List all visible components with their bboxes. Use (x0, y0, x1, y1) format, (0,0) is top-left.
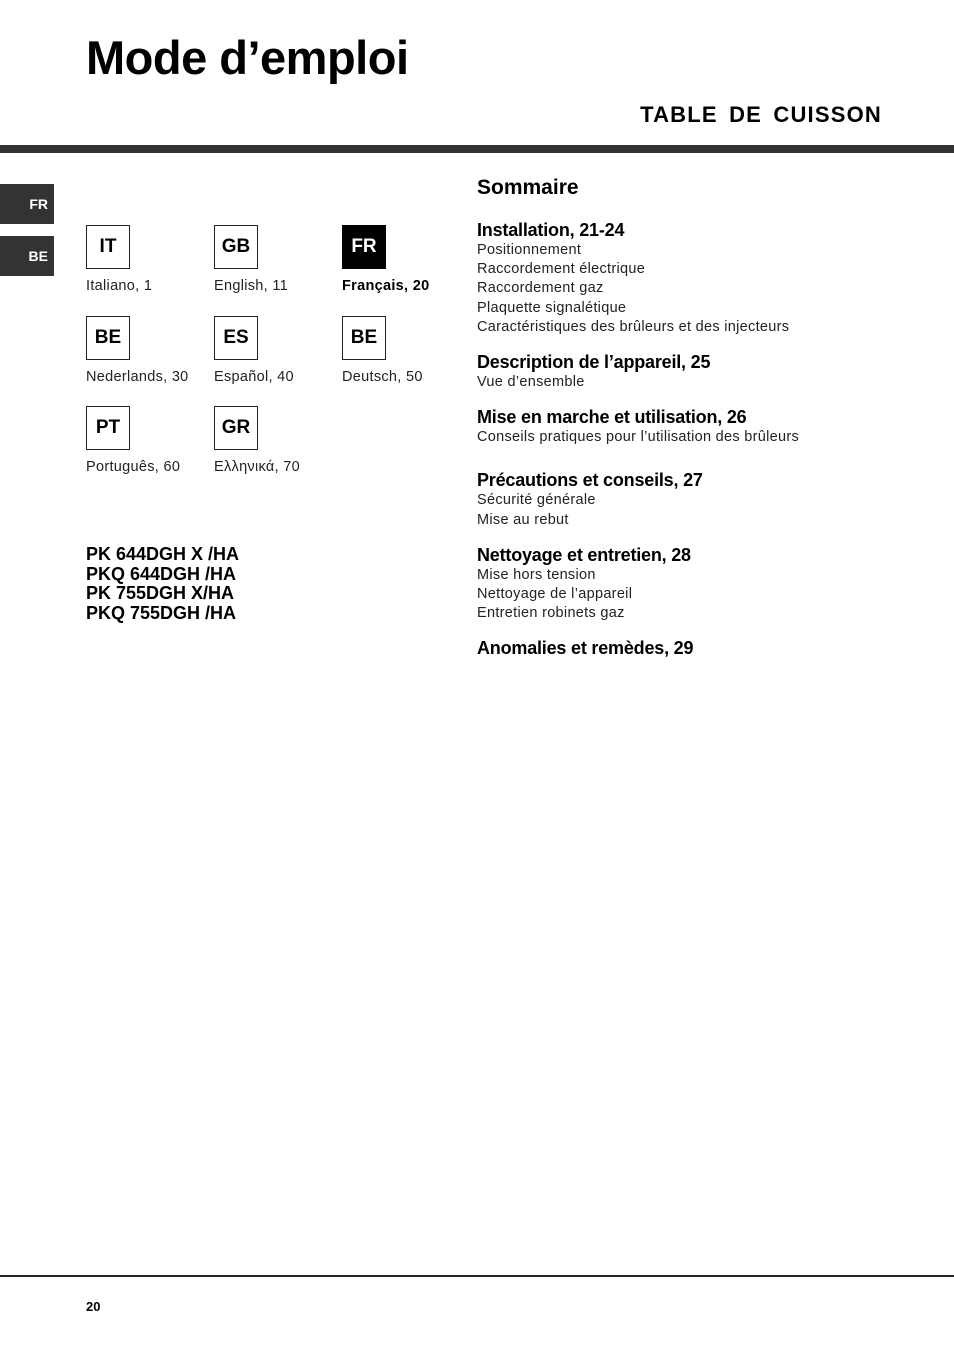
toc-section-nettoyage (477, 544, 917, 624)
language-label: Português, 60 (86, 459, 181, 475)
language-be-nl[interactable] (86, 316, 211, 385)
toc-item[interactable]: Raccordement gaz (477, 280, 604, 297)
toc-item[interactable]: Nettoyage de l’appareil (477, 586, 633, 603)
language-code-box: GR (214, 406, 258, 450)
language-pt[interactable] (86, 406, 211, 475)
page-number: 20 (86, 1299, 101, 1314)
toc-section-mise-en-marche (477, 406, 917, 447)
language-label: Italiano, 1 (86, 278, 153, 294)
language-es[interactable] (214, 316, 339, 385)
toc-section-title[interactable]: Installation, 21-24 (477, 220, 625, 240)
model-name: PK 644DGH X /HA (86, 544, 240, 564)
toc-section-title[interactable]: Nettoyage et entretien, 28 (477, 544, 691, 565)
toc-item[interactable]: Positionnement (477, 242, 582, 258)
language-label: Deutsch, 50 (342, 369, 423, 385)
language-code-box: GB (214, 225, 258, 269)
language-code-box: ES (214, 316, 258, 360)
toc-item[interactable]: Plaquette signalétique (477, 299, 627, 316)
toc-item[interactable]: Sécurité générale (477, 492, 596, 509)
table-of-contents (477, 176, 917, 673)
language-code-box: IT (86, 225, 130, 269)
language-label-active: Français, 20 (342, 278, 430, 294)
side-tab-be[interactable]: BE (0, 236, 54, 276)
language-label: English, 11 (214, 278, 288, 294)
model-name: PKQ 644DGH /HA (86, 563, 237, 584)
toc-section-anomalies (477, 637, 917, 659)
toc-item[interactable]: Mise au rebut (477, 511, 569, 528)
page-title: Mode d’emploi (86, 31, 409, 84)
toc-item[interactable]: Mise hors tension (477, 566, 596, 583)
toc-section-title[interactable]: Anomalies et remèdes, 29 (477, 638, 694, 659)
language-gr[interactable] (214, 406, 339, 475)
toc-item[interactable]: Raccordement électrique (477, 261, 646, 278)
footer-divider (0, 1275, 954, 1277)
toc-section-precautions (477, 469, 917, 529)
language-gb[interactable] (214, 225, 339, 294)
toc-heading: Sommaire (477, 176, 579, 199)
toc-item[interactable]: Conseils pratiques pour l’utilisation des brûleurs (477, 429, 800, 446)
toc-section-title[interactable]: Description de l’appareil, 25 (477, 352, 711, 373)
toc-section-description (477, 351, 917, 392)
toc-section-title[interactable]: Précautions et conseils, 27 (477, 470, 703, 491)
side-tab-fr[interactable]: FR (0, 184, 54, 224)
toc-item[interactable]: Entretien robinets gaz (477, 605, 625, 622)
language-code-box-active: FR (342, 225, 386, 269)
language-code-box: BE (86, 316, 130, 360)
model-name: PKQ 755DGH /HA (86, 602, 237, 623)
language-code-box: BE (342, 316, 386, 360)
toc-item[interactable]: Caractéristiques des brûleurs et des injecteurs (477, 318, 790, 335)
language-label: Nederlands, 30 (86, 369, 189, 385)
toc-section-installation (477, 219, 917, 337)
toc-item[interactable]: Vue d’ensemble (477, 374, 585, 391)
language-label: Español, 40 (214, 369, 294, 385)
page-subtitle: TABLE DE CUISSON (640, 102, 882, 127)
toc-section-title[interactable]: Mise en marche et utilisation, 26 (477, 407, 747, 428)
language-fr[interactable] (342, 225, 467, 294)
header-divider (0, 145, 954, 153)
language-label: Ελληνικά, 70 (214, 459, 300, 475)
model-list (86, 545, 239, 623)
language-it[interactable] (86, 225, 211, 294)
language-code-box: PT (86, 406, 130, 450)
language-be-de[interactable] (342, 316, 467, 385)
model-name: PK 755DGH X/HA (86, 583, 235, 603)
